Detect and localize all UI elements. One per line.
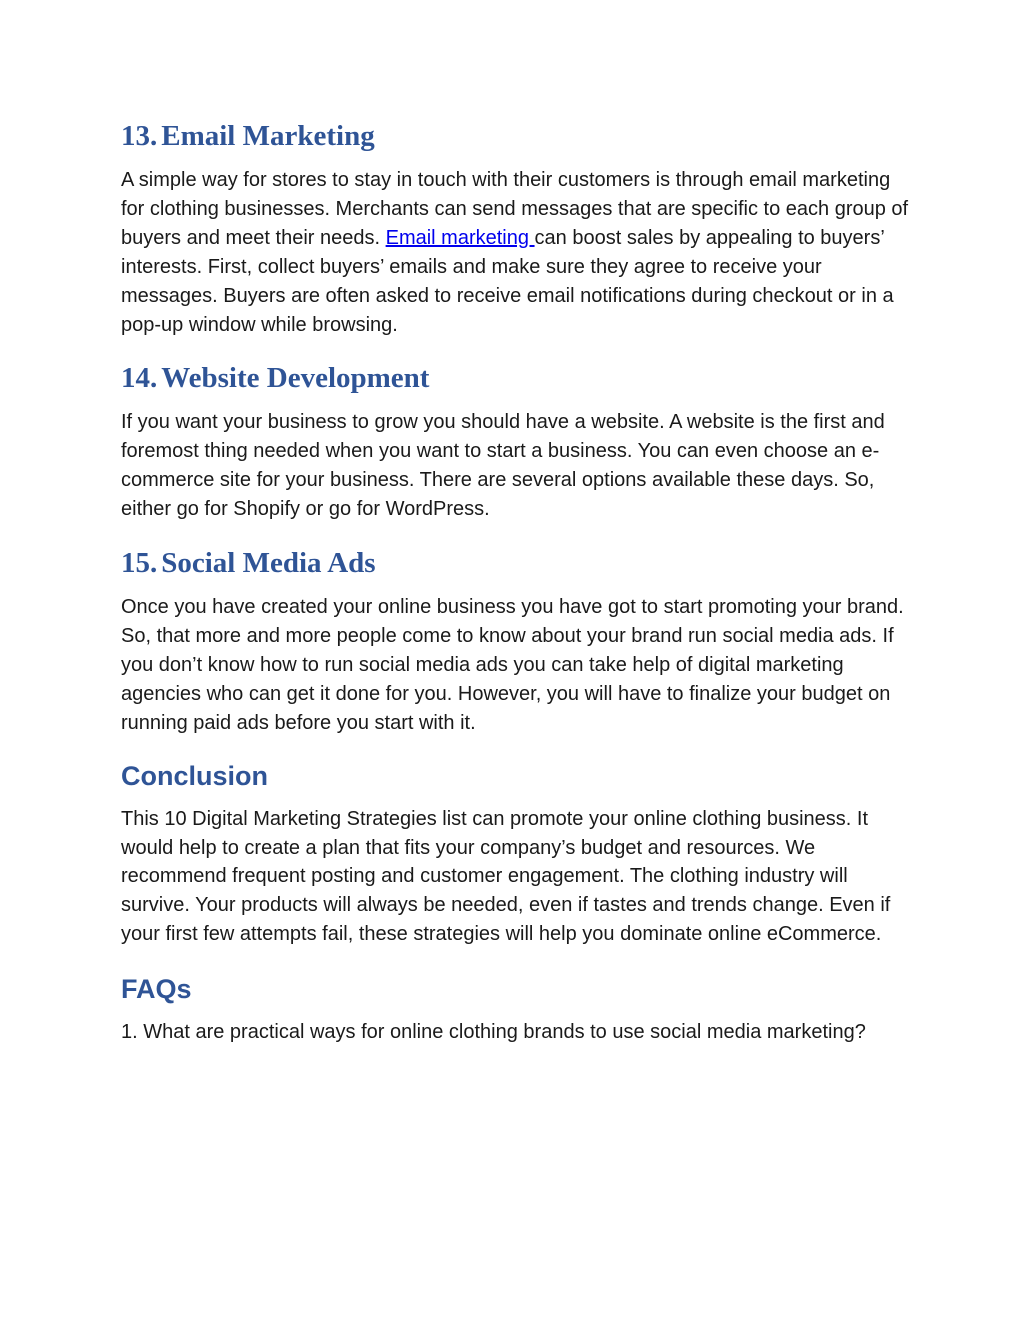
social-media-ads-paragraph: Once you have created your online business you have got to start promoting your brand. So, that more and more people come to know about your brand run social media ads. If you don’t know how to run social media ads you can take help of digital marketing agencies who can get it done for you. However, you will have to finalize your budget on running paid ads before you start with it.	[121, 596, 904, 734]
section-number: 14.	[121, 362, 158, 395]
section-heading-email-marketing	[121, 118, 911, 154]
conclusion-paragraph: This 10 Digital Marketing Strategies list can promote your online clothing business. It would help to create a plan that fits your company’s budget and resources. We recommend frequent posting and customer engagement. The clothing industry will survive. Your products will always be needed, even if tastes and trends change. Even if your first few attempts fail, these strategies will help you dominate online eCommerce.	[121, 807, 891, 946]
section-number: 15.	[121, 547, 158, 580]
document-page	[121, 118, 911, 1047]
paragraph-text: can boost sales by appealing to buyers’ interests. First, collect buyers’ emails and make sure they agree to receive your messages. Buyers are often asked to receive email notifications during checkout or in a pop-up window while browsing.	[121, 226, 894, 336]
section-number: 13.	[121, 120, 158, 152]
faq-question-1: 1. What are practical ways for online clothing brands to use social media marketing?	[121, 1021, 866, 1044]
section-title: Website Development	[161, 362, 430, 395]
email-marketing-link[interactable]: Email marketing	[385, 226, 535, 249]
website-development-paragraph: If you want your business to grow you should have a website. A website is the first and foremost thing needed when you want to start a business. You can even choose an e-commerce site for your business. There are several options available these days. So, either go for Shopify or go for WordPress.	[121, 411, 885, 521]
section-heading-website-development	[121, 360, 911, 396]
faqs-heading: FAQs	[121, 974, 192, 1005]
section-heading-social-media-ads	[121, 545, 911, 581]
paragraph-text: A simple way for stores to stay in touch with their customers is through email marketing for clothing businesses. Merchants can send messages that are specific to each group of buyers and meet their needs.	[121, 169, 909, 249]
conclusion-heading: Conclusion	[121, 760, 268, 791]
section-title: Social Media Ads	[161, 547, 376, 580]
email-marketing-paragraph	[121, 166, 911, 339]
section-title: Email Marketing	[161, 120, 375, 152]
